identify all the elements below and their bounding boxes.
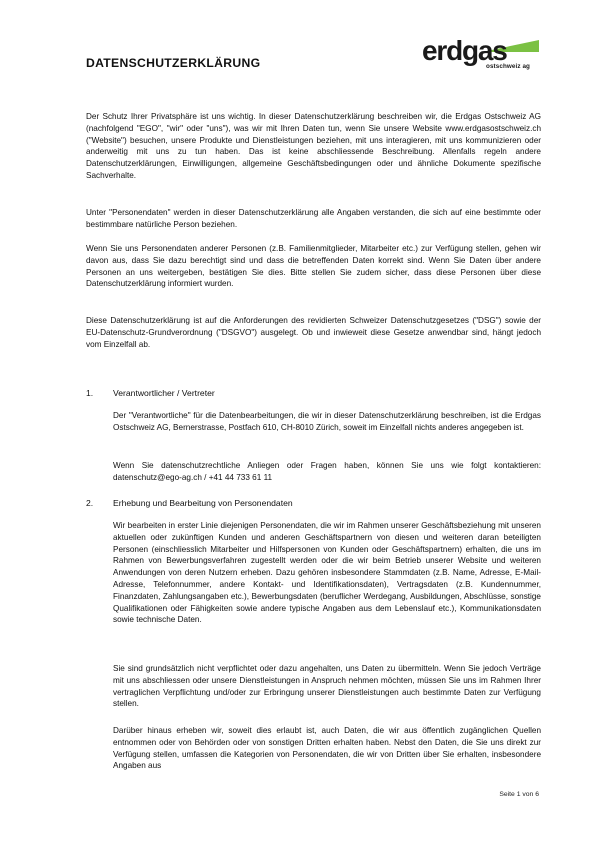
- section-title: Verantwortlicher / Vertreter: [113, 388, 215, 398]
- logo-wordmark: erdgas: [422, 35, 507, 66]
- section-paragraph: Der "Verantwortliche" für die Datenbearbeitungen, die wir in dieser Datenschutzerklärung beschreiben, ist die Erdgas Ostschweiz AG, Bernerstrasse, Postfach 610, CH-8010 Zürich, soweit im Einzelfall nichts anderes angegeben ist.: [113, 411, 541, 432]
- section-number: 1.: [86, 388, 94, 398]
- logo-subline: ostschweiz ag: [486, 63, 530, 70]
- section-title: Erhebung und Bearbeitung von Personendaten: [113, 498, 293, 508]
- section-paragraph: Wenn Sie datenschutzrechtliche Anliegen oder Fragen haben, können Sie uns wie folgt kontaktieren: datenschutz@ego-ag.ch / +41 44 733 61 11: [113, 461, 541, 482]
- intro-paragraph: Unter "Personendaten" werden in dieser Datenschutzerklärung alle Angaben verstanden, die sich auf eine bestimmte oder bestimmbare natürliche Person beziehen.: [86, 208, 541, 229]
- section-number: 2.: [86, 498, 94, 508]
- intro-paragraph: Diese Datenschutzerklärung ist auf die Anforderungen des revidierten Schweizer Datenschutzgesetzes ("DSG") sowie der EU-Datenschutz-Grundverordnung ("DSGVO") ausgelegt. Ob und inwieweit diese Gesetze anwendbar sind, hängt jedoch vom Einzelfall ab.: [86, 316, 541, 349]
- page-number: Seite 1 von 6: [499, 791, 539, 798]
- section-paragraph: Sie sind grundsätzlich nicht verpflichtet oder dazu angehalten, uns Daten zu übermitteln. Wenn Sie jedoch Verträge mit uns abschliessen oder unsere Dienstleistungen in Anspruch nehmen möchten, müssen Sie uns im Rahmen Ihrer vertraglichen Verpflichtung und/oder zur Erbringung unserer Dienstleistungen auch bestimmte Daten zur Verfügung stellen.: [113, 664, 541, 709]
- company-logo: [422, 37, 542, 73]
- section-paragraph: Darüber hinaus erheben wir, soweit dies erlaubt ist, auch Daten, die wir aus öffentlich zugänglichen Quellen entnommen oder von Behörden oder von sonstigen Dritten erhalten haben. Nebst den Daten, die Sie uns direkt zur Verfügung stellen, umfassen die Kategorien von Personendaten, die wir von Dritten über Sie erhalten, insbesondere Angaben aus: [113, 726, 541, 771]
- intro-paragraph: Wenn Sie uns Personendaten anderer Personen (z.B. Familienmitglieder, Mitarbeiter etc.) zur Verfügung stellen, gehen wir davon aus, dass Sie dazu berechtigt sind und dass die betreffenden Daten korrekt sind. Wenn Sie Daten über andere Personen an uns weitergeben, bestätigen Sie dies. Bitte stellen Sie zudem sicher, dass diese Personen über diese Datenschutzerklärung informiert wurden.: [86, 244, 541, 289]
- section-paragraph: Wir bearbeiten in erster Linie diejenigen Personendaten, die wir im Rahmen unserer Geschäftsbeziehung mit unseren aktuellen oder zukünftigen Kunden und anderen Geschäftspartnern von diesen und weiteren daran beteiligten Personen (einschliesslich Mitarbeiter und Hilfspersonen von Kunden oder Geschäftspartnern) erhalten, die uns im Rahmen von Bewerbungsverfahren zugestellt werden oder die wir beim Betrieb unserer Website und weiteren Anwendungen von deren Nutzern erheben. Dazu gehören insbesondere Stammdaten (z.B. Name, Adresse, E-Mail-Adresse, Telefonnummer, andere Kontakt- und Identifikationsdaten), Vertragsdaten (z.B. Kundennummer, Finanzdaten, Zahlungsangaben etc.), Bewerbungsdaten (beruflicher Werdegang, Ausbildungen, Abschlüsse, sonstige Qualifikationen oder Fähigkeiten sowie andere typische Angaben aus dem Lebenslauf etc.), Kommunikationsdaten sowie technische Daten.: [113, 521, 541, 625]
- page-title: DATENSCHUTZERKLÄRUNG: [86, 56, 261, 70]
- intro-paragraph: Der Schutz Ihrer Privatsphäre ist uns wichtig. In dieser Datenschutzerklärung beschreiben wir, die Erdgas Ostschweiz AG (nachfolgend "EGO", "wir" oder "uns"), was wir mit Ihren Daten tun, wenn Sie unsere Website www.erdgasostschweiz.ch ("Website") besuchen, unsere Produkte und Dienstleistungen beziehen, mit uns interagieren, mit uns kommunizieren oder anderweitig mit uns zu tun haben. Das ist keine abschliessende Beschreibung. Allenfalls regeln andere Datenschutzerklärungen, Einwilligungen, allgemeine Geschäftsbedingungen oder und ähnliche Dokumente spezifische Sachverhalte.: [86, 112, 541, 180]
